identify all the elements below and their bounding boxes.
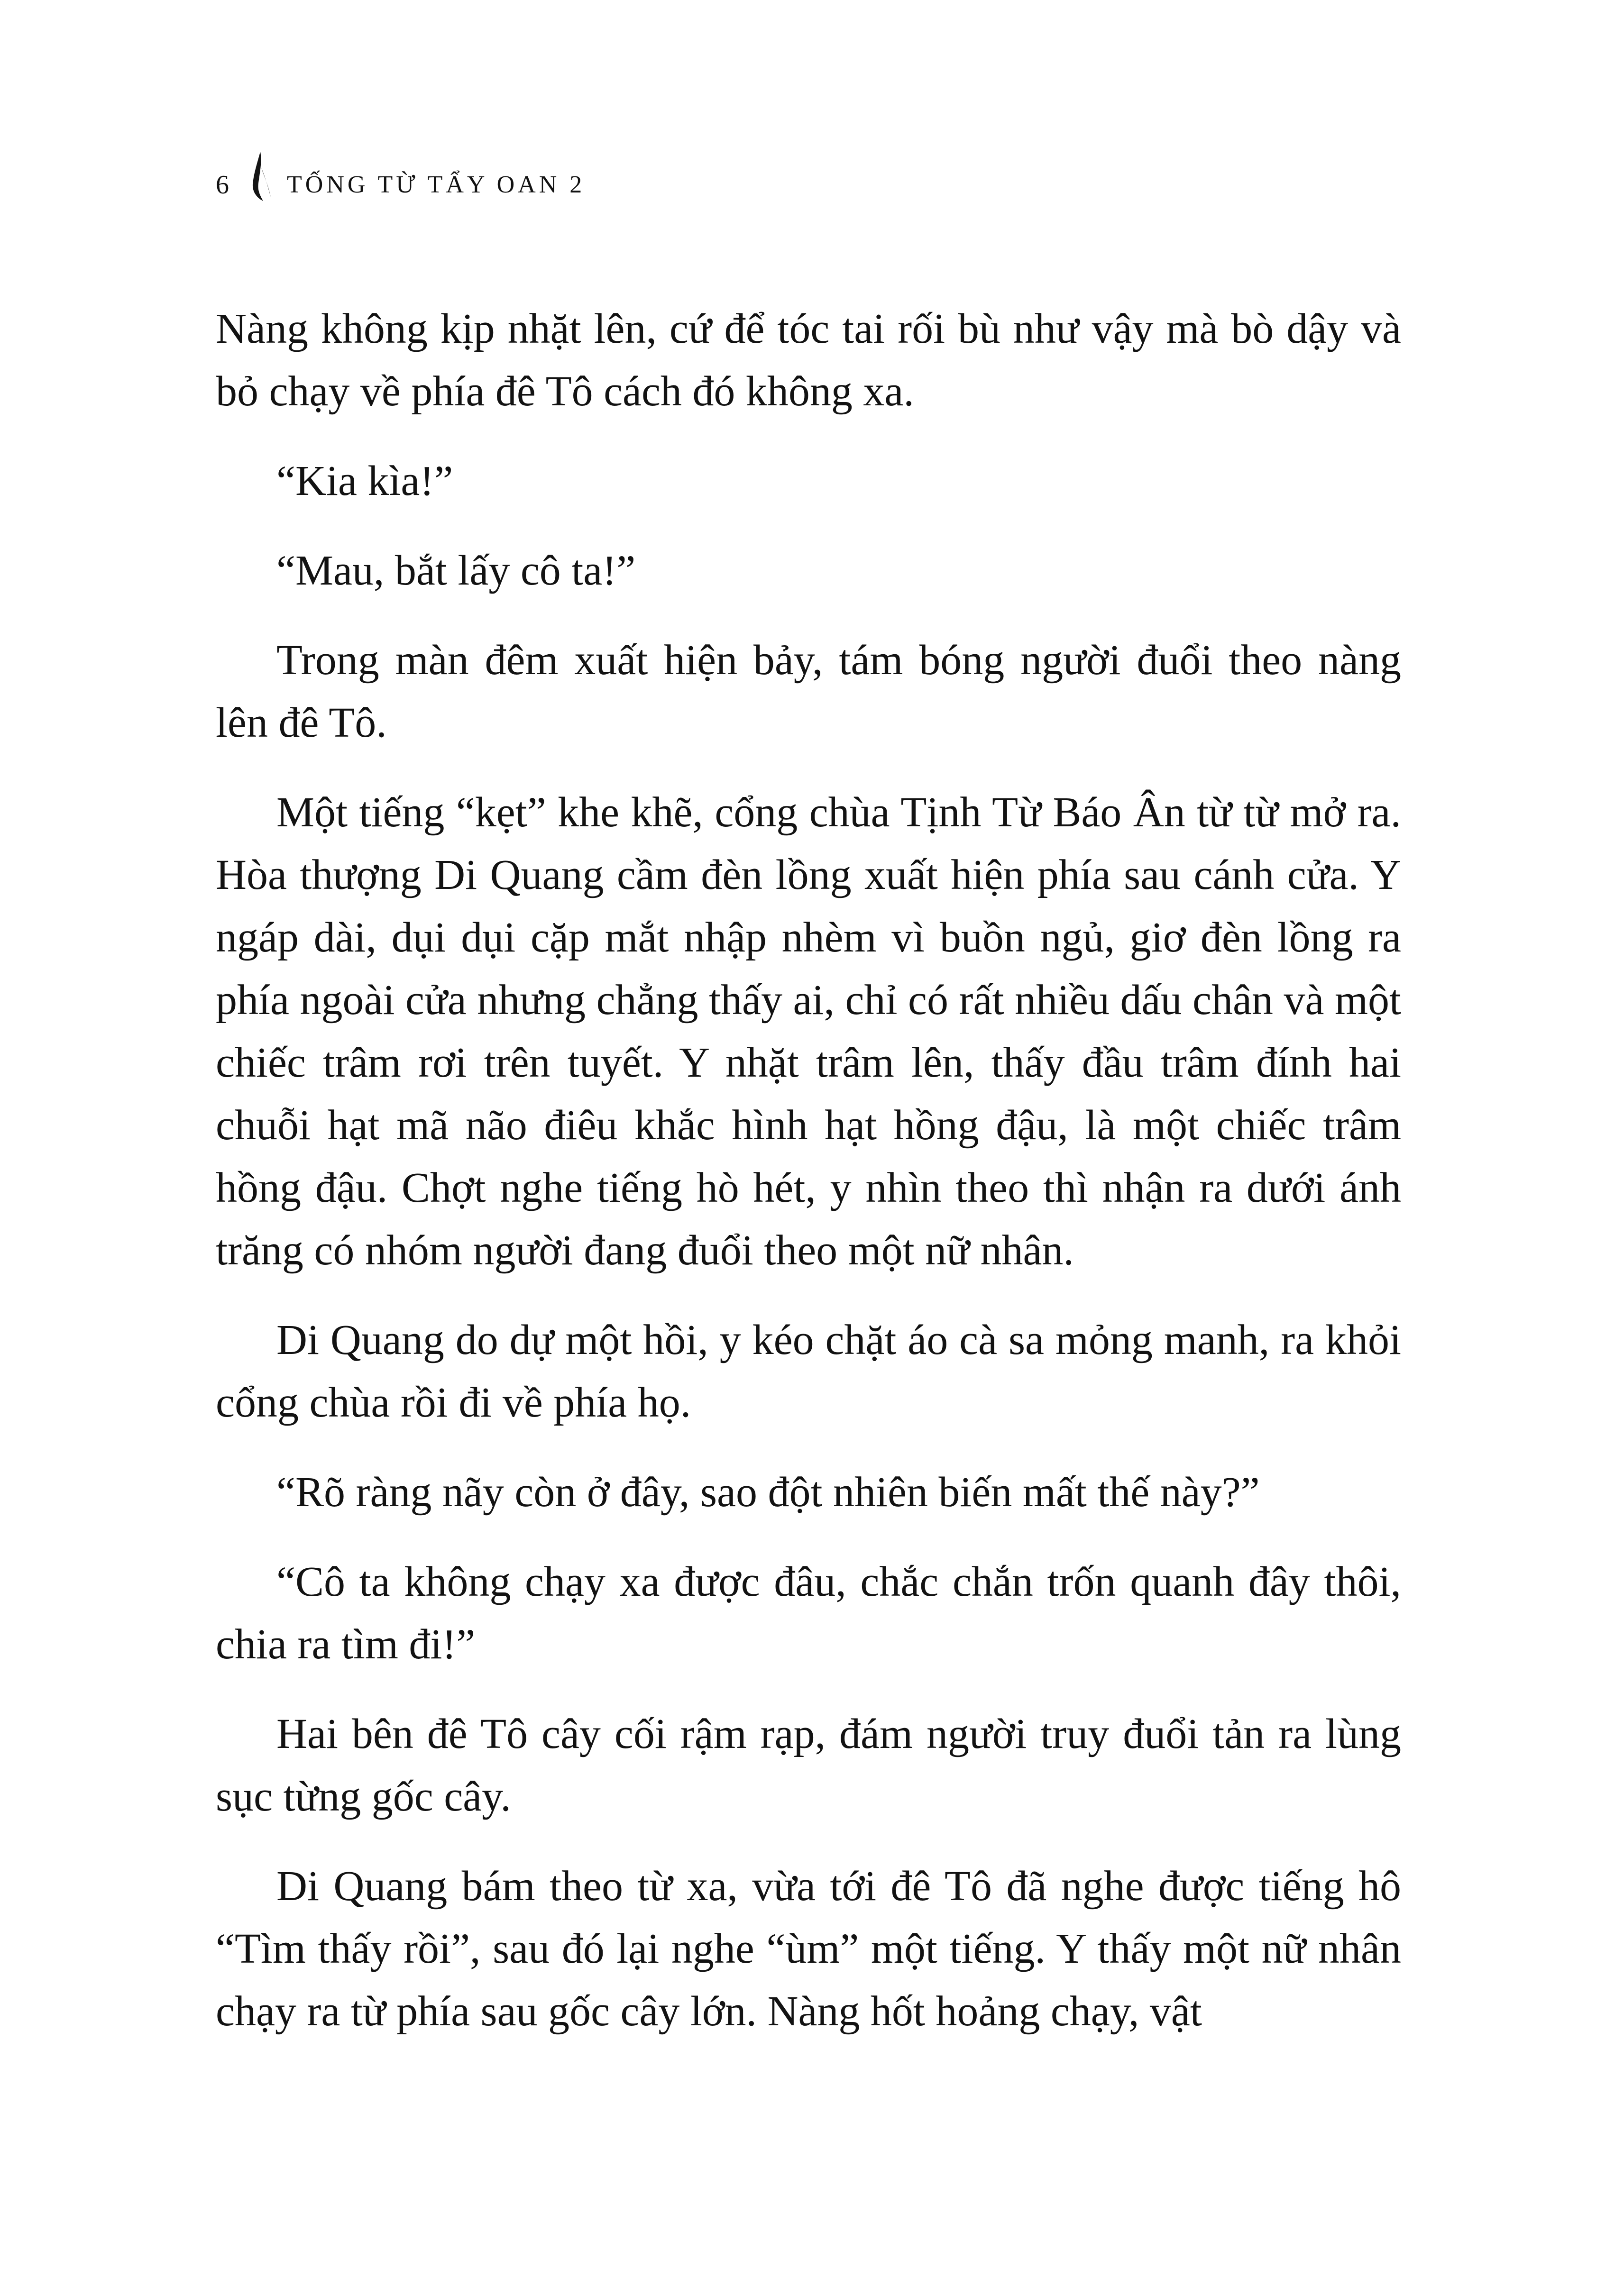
page-header bbox=[216, 152, 1401, 198]
paragraph: “Mau, bắt lấy cô ta!” bbox=[276, 547, 636, 594]
paragraph: Một tiếng “kẹt” khe khẽ, cổng chùa Tịnh Từ Báo Ân từ từ mở ra. Hòa thượng Di Quang cầm đèn lồng xuất hiện phía sau cánh cửa. Y ngáp dài, dụi dụi cặp mắt nhập nhèm vì buồn ngủ, giơ đèn lồng ra phía ngoài cửa nhưng chẳng thấy ai, chỉ có rất nhiều dấu chân và một chiếc trâm rơi trên tuyết. Y nhặt trâm lên, thấy đầu trâm đính hai chuỗi hạt mã não điêu khắc hình hạt hồng đậu, là một chiếc trâm hồng đậu. Chợt nghe tiếng hò hét, y nhìn theo thì nhận ra dưới ánh trăng có nhóm người đang đuổi theo một nữ nhân. bbox=[216, 789, 1401, 1274]
paragraph: “Kia kìa!” bbox=[276, 457, 453, 504]
paragraph: Nàng không kịp nhặt lên, cứ để tóc tai rối bù như vậy mà bò dậy và bỏ chạy về phía đê Tô cách đó không xa. bbox=[216, 305, 1401, 415]
page-number: 6 bbox=[216, 170, 230, 200]
paragraph: Di Quang do dự một hồi, y kéo chặt áo cà sa mỏng manh, ra khỏi cổng chùa rồi đi về phía họ. bbox=[216, 1317, 1401, 1426]
paragraph: Hai bên đê Tô cây cối rậm rạp, đám người truy đuổi tản ra lùng sục từng gốc cây. bbox=[216, 1711, 1401, 1820]
paragraph: Trong màn đêm xuất hiện bảy, tám bóng người đuổi theo nàng lên đê Tô. bbox=[216, 637, 1401, 746]
running-head-title: TỐNG TỪ TẨY OAN 2 bbox=[287, 171, 586, 198]
paragraph: Di Quang bám theo từ xa, vừa tới đê Tô đã nghe được tiếng hô “Tìm thấy rồi”, sau đó lại nghe “ùm” một tiếng. Y thấy một nữ nhân chạy ra từ phía sau gốc cây lớn. Nàng hốt hoảng chạy, vật bbox=[216, 1863, 1401, 2035]
paragraph: “Cô ta không chạy xa được đâu, chắc chắn trốn quanh đây thôi, chia ra tìm đi!” bbox=[216, 1558, 1401, 1668]
paragraph: “Rõ ràng nãy còn ở đây, sao đột nhiên biến mất thế này?” bbox=[276, 1469, 1260, 1516]
brush-stroke-icon bbox=[251, 152, 272, 201]
body-text bbox=[216, 298, 1401, 2043]
